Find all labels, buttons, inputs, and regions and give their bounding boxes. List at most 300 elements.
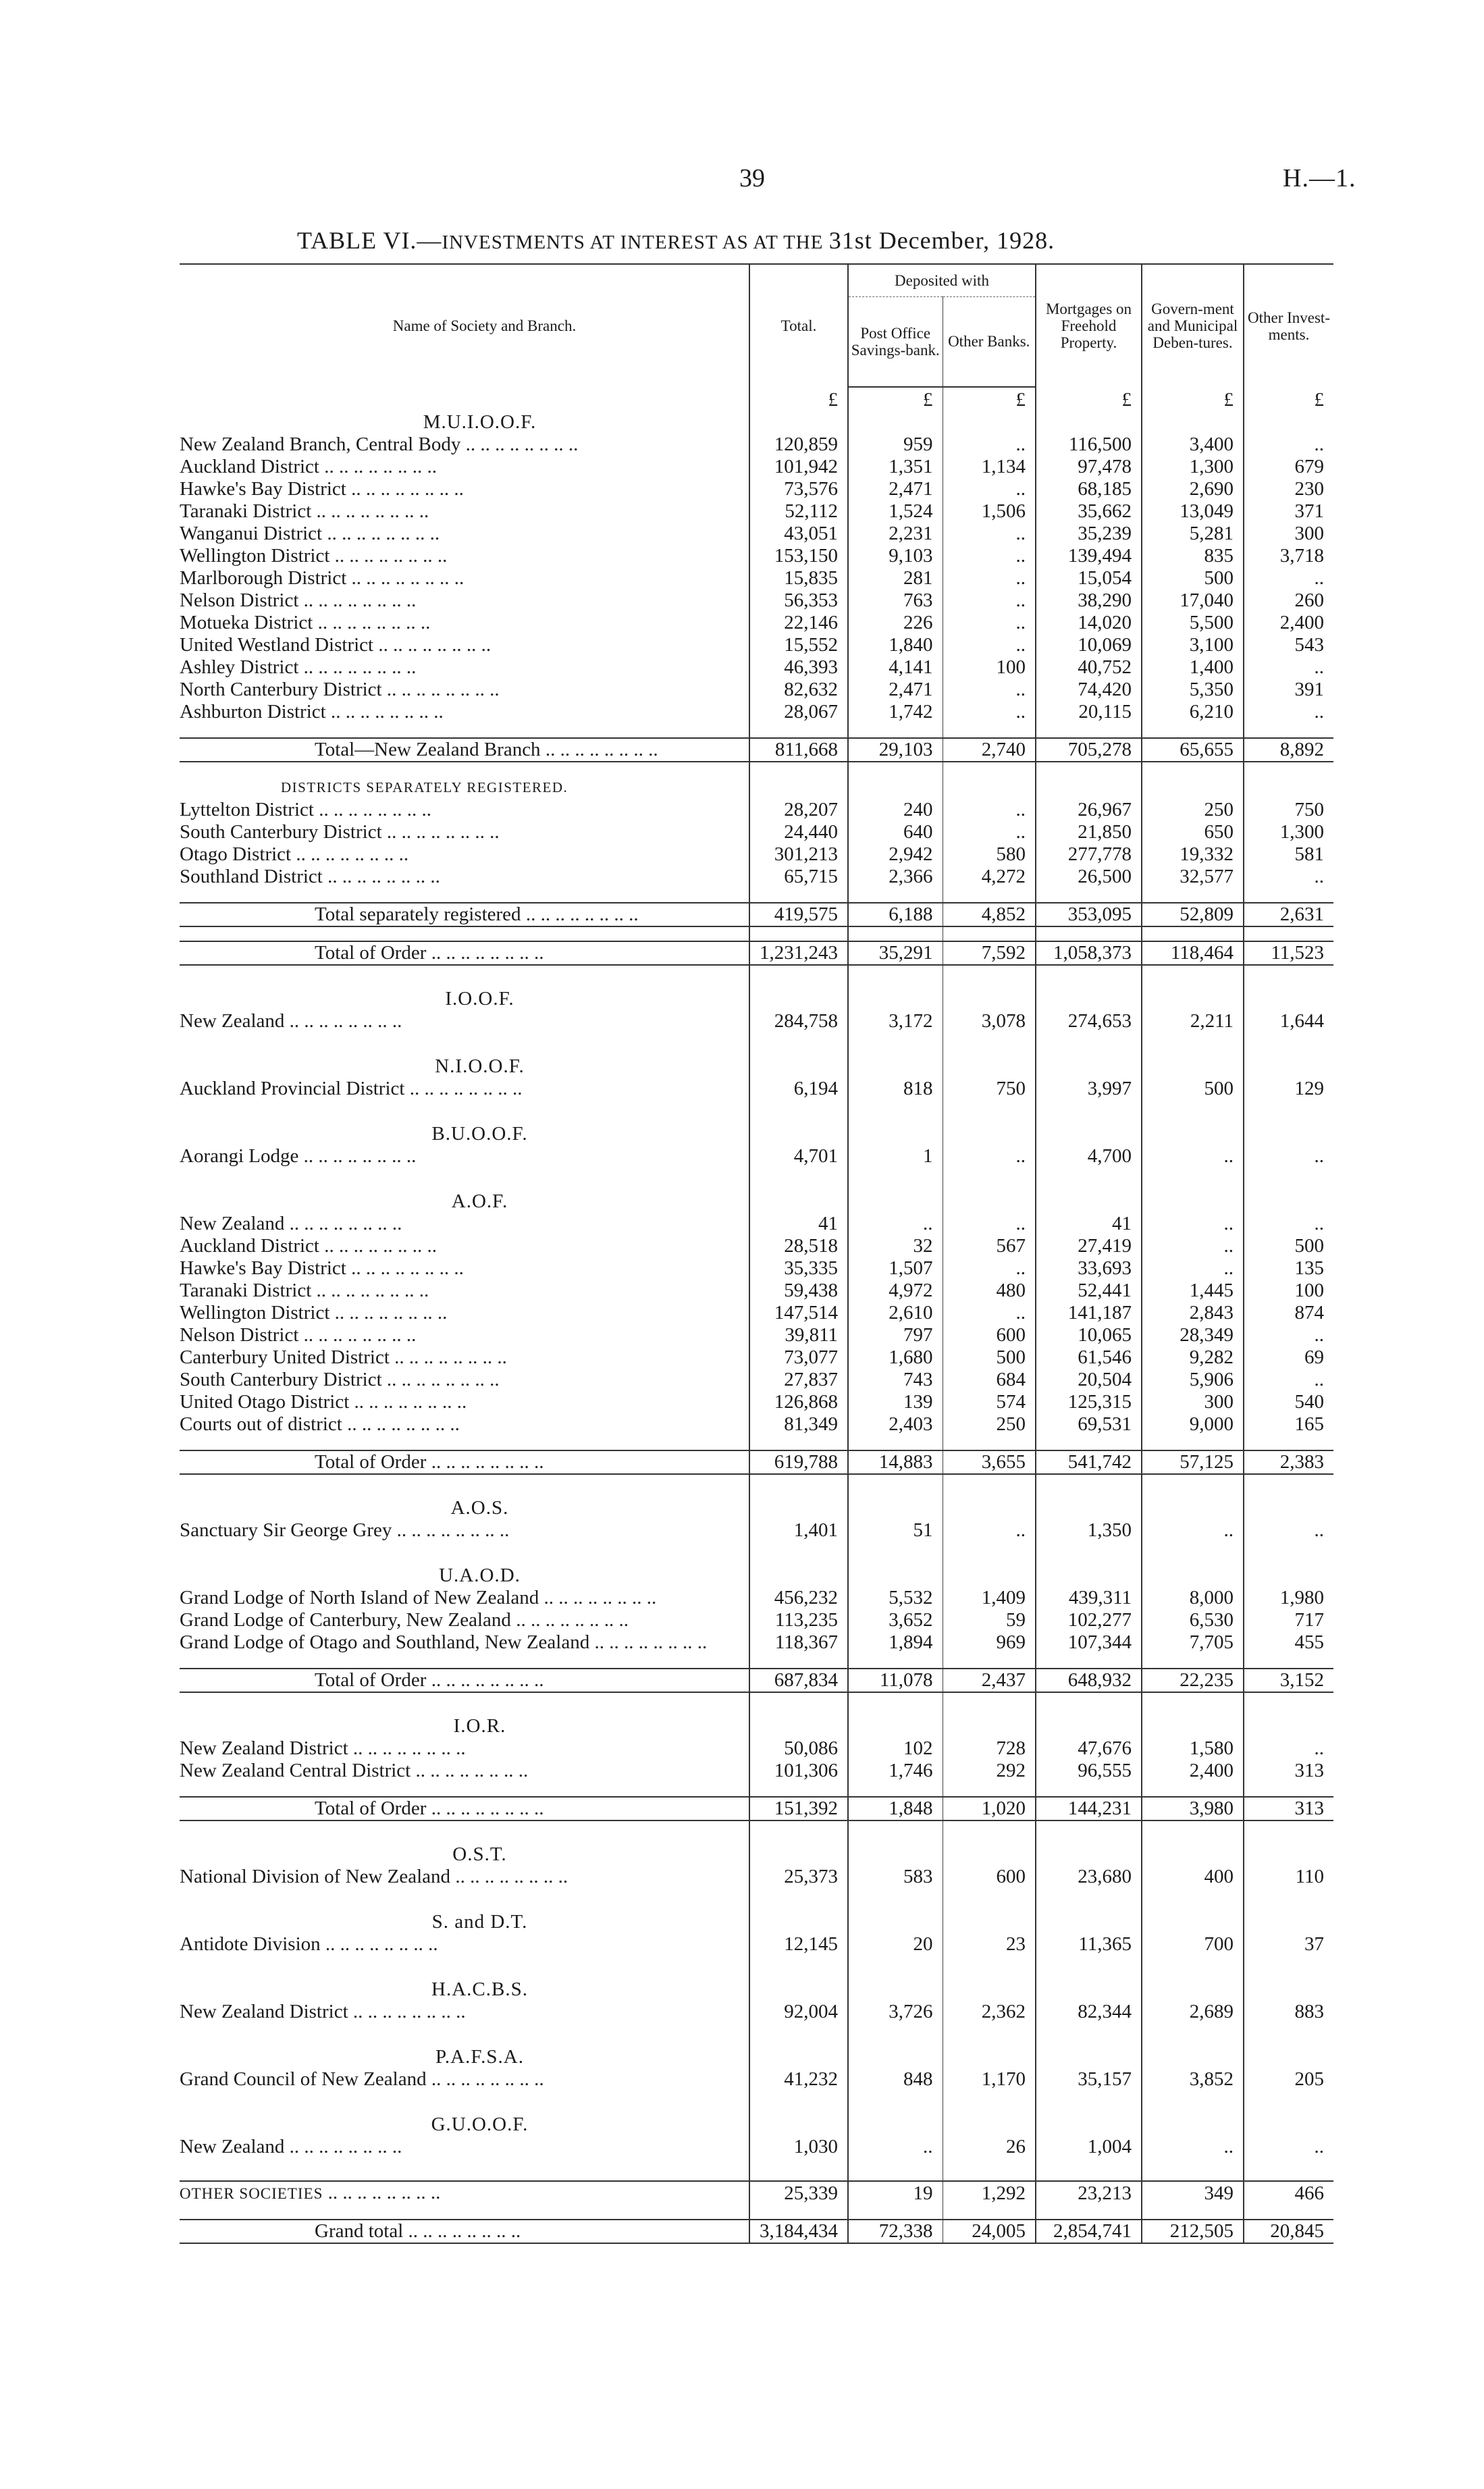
cell-total [749, 1123, 848, 1145]
leader-dots: .. .. .. .. .. .. .. .. [410, 1760, 529, 1781]
cell-other-investments [1244, 1055, 1333, 1078]
leader-dots: .. .. .. .. .. .. .. .. [311, 500, 429, 522]
cell-mortgages [1036, 411, 1142, 434]
cell-mortgages: 52,441 [1036, 1280, 1142, 1302]
cell-mortgages: 139,494 [1036, 545, 1142, 567]
cell-post-office: 11,078 [848, 1669, 943, 1692]
table-row [180, 2136, 1333, 2158]
cell-post-office: 797 [848, 1324, 943, 1346]
cell-other-investments: .. [1244, 1369, 1333, 1391]
cell-total: 82,632 [749, 679, 848, 701]
cell-total: 27,837 [749, 1369, 848, 1391]
cell-government [1142, 2114, 1244, 2136]
row-label [180, 1737, 749, 1760]
table-row [180, 2001, 1333, 2023]
cell-post-office: 763 [848, 590, 943, 612]
spacer-row [180, 1474, 1333, 1497]
cell-mortgages: 26,500 [1036, 866, 1142, 888]
cell-other-banks: 1,292 [943, 2181, 1036, 2205]
cell-other-banks: 23 [943, 1933, 1036, 1956]
cell-other-banks: 1,506 [943, 500, 1036, 523]
row-label-text: DISTRICTS SEPARATELY REGISTERED. [281, 779, 568, 795]
row-label-text: Hawke's Bay District [180, 1257, 346, 1279]
cell-total: 24,440 [749, 821, 848, 843]
table-row [180, 1257, 1333, 1280]
row-label-text: New Zealand [180, 1213, 285, 1234]
cell-post-office: 20 [848, 1933, 943, 1956]
cell-total: 456,232 [749, 1587, 848, 1609]
cell-government: 700 [1142, 1933, 1244, 1956]
cell-other-banks [943, 2046, 1036, 2068]
row-label-text: Courts out of district [180, 1413, 342, 1435]
leader-dots: .. .. .. .. .. .. .. .. [426, 2068, 544, 2090]
spacer-row [180, 723, 1333, 738]
cell-other-investments [1244, 2023, 1333, 2046]
leader-dots: .. .. .. .. .. .. .. .. [381, 679, 500, 700]
cell-government: 9,282 [1142, 1346, 1244, 1369]
table-row [180, 701, 1333, 723]
spacer-row [180, 1654, 1333, 1669]
spacer-row [180, 1032, 1333, 1055]
society-heading: G.U.O.O.F. [431, 2114, 529, 2135]
cell-government: 2,843 [1142, 1302, 1244, 1324]
cell-total: 28,518 [749, 1235, 848, 1257]
row-label [180, 1213, 749, 1235]
cell-mortgages [1036, 1055, 1142, 1078]
cell-total: 22,146 [749, 612, 848, 634]
cell-other-banks [943, 1032, 1036, 1055]
cell-mortgages [1036, 1820, 1142, 1843]
cell-post-office: 72,338 [848, 2220, 943, 2243]
cell-other-banks [943, 926, 1036, 941]
cell-total: 1,401 [749, 1519, 848, 1542]
cell-total: 39,811 [749, 1324, 848, 1346]
table-row [180, 1213, 1333, 1235]
row-label [180, 2136, 749, 2158]
leader-dots: .. .. .. .. .. .. .. .. [539, 1587, 657, 1608]
table-row [180, 821, 1333, 843]
row-label [180, 1760, 749, 1782]
cell-mortgages: 14,020 [1036, 612, 1142, 634]
row-label-text: Grand total [315, 2220, 404, 2242]
spacer-cell [180, 1782, 749, 1797]
cell-total [749, 1979, 848, 2001]
spacer-cell [180, 1436, 749, 1450]
column-header-post-office: Post Office Savings-bank. [848, 296, 943, 387]
cell-post-office [848, 2114, 943, 2136]
table-row [180, 1235, 1333, 1257]
row-label [180, 1866, 749, 1888]
leader-dots: .. .. .. .. .. .. .. .. [540, 739, 658, 760]
cell-post-office: 2,231 [848, 523, 943, 545]
cell-government: 5,350 [1142, 679, 1244, 701]
row-label [180, 1669, 749, 1692]
cell-government [1142, 1497, 1244, 1519]
table-row [180, 1760, 1333, 1782]
cell-post-office: 1,746 [848, 1760, 943, 1782]
cell-other-banks [943, 1911, 1036, 1933]
cell-total: 301,213 [749, 843, 848, 866]
leader-dots: .. .. .. .. .. .. .. .. [346, 1257, 464, 1279]
cell-total [749, 1956, 848, 1979]
page-number: 39 [739, 164, 765, 192]
leader-dots: .. .. .. .. .. .. .. .. [284, 1213, 402, 1234]
cell-government [1142, 1956, 1244, 1979]
cell-total [749, 2158, 848, 2181]
cell-mortgages: 61,546 [1036, 1346, 1142, 1369]
cell-total: 25,339 [749, 2181, 848, 2205]
cell-other-banks [943, 1190, 1036, 1213]
cell-mortgages: 68,185 [1036, 478, 1142, 500]
leader-dots: .. .. .. .. .. .. .. .. [323, 2182, 441, 2203]
table-row [180, 567, 1333, 590]
cell-mortgages [1036, 1474, 1142, 1497]
cell-mortgages [1036, 1888, 1142, 1911]
cell-government: 22,235 [1142, 1669, 1244, 1692]
cell-total: 28,067 [749, 701, 848, 723]
cell-post-office: 1 [848, 1145, 943, 1168]
cell-government [1142, 1715, 1244, 1737]
society-heading: M.U.I.O.O.F. [423, 411, 537, 433]
cell-government: 835 [1142, 545, 1244, 567]
cell-mortgages: 541,742 [1036, 1450, 1142, 1474]
row-label-text: New Zealand [180, 1010, 285, 1032]
row-label [180, 738, 749, 762]
cell-total: 46,393 [749, 656, 848, 679]
cell-government [1142, 1888, 1244, 1911]
cell-mortgages: 40,752 [1036, 656, 1142, 679]
cell-other-investments: .. [1244, 1145, 1333, 1168]
cell-total: 59,438 [749, 1280, 848, 1302]
cell-other-banks [943, 2205, 1036, 2220]
row-label [180, 500, 749, 523]
spacer-cell [180, 1474, 749, 1497]
cell-total [749, 2091, 848, 2114]
cell-post-office: 1,742 [848, 701, 943, 723]
cell-post-office [848, 2091, 943, 2114]
cell-total [749, 411, 848, 434]
cell-total [749, 2046, 848, 2068]
row-label [180, 1587, 749, 1609]
leader-dots: .. .. .. .. .. .. .. .. [510, 1609, 629, 1631]
cell-post-office: 102 [848, 1737, 943, 1760]
cell-post-office [848, 1956, 943, 1979]
cell-government: 6,210 [1142, 701, 1244, 723]
cell-mortgages: 353,095 [1036, 903, 1142, 926]
cell-mortgages: 47,676 [1036, 1737, 1142, 1760]
leader-dots: .. .. .. .. .. .. .. .. [426, 1451, 544, 1473]
cell-post-office: 35,291 [848, 941, 943, 965]
cell-other-banks: 100 [943, 656, 1036, 679]
cell-post-office [848, 1979, 943, 2001]
cell-other-investments: 717 [1244, 1609, 1333, 1631]
cell-post-office [848, 1168, 943, 1190]
cell-total: 35,335 [749, 1257, 848, 1280]
cell-other-banks [943, 2091, 1036, 2114]
cell-post-office: 29,103 [848, 738, 943, 762]
cell-other-banks [943, 762, 1036, 777]
spacer-cell [180, 1168, 749, 1190]
cell-total: 28,207 [749, 799, 848, 821]
cell-other-banks: 600 [943, 1324, 1036, 1346]
cell-government: 17,040 [1142, 590, 1244, 612]
cell-government: 9,000 [1142, 1413, 1244, 1436]
table-row [180, 456, 1333, 478]
row-label [180, 434, 749, 456]
leader-dots: .. .. .. .. .. .. .. .. [342, 1413, 460, 1435]
cell-other-banks: 574 [943, 1391, 1036, 1413]
cell-government: 2,211 [1142, 1010, 1244, 1032]
cell-post-office [848, 762, 943, 777]
cell-mortgages [1036, 777, 1142, 799]
table-row [180, 612, 1333, 634]
cell-post-office [848, 1542, 943, 1565]
row-label [180, 843, 749, 866]
column-header-name: Name of Society and Branch. [180, 264, 749, 387]
cell-other-banks: 292 [943, 1760, 1036, 1782]
cell-post-office [848, 411, 943, 434]
cell-post-office: 139 [848, 1391, 943, 1413]
cell-mortgages: 11,365 [1036, 1933, 1142, 1956]
cell-other-banks: 1,170 [943, 2068, 1036, 2091]
table-row [180, 2068, 1333, 2091]
spacer-row [180, 965, 1333, 988]
cell-post-office: 281 [848, 567, 943, 590]
cell-total: 1,030 [749, 2136, 848, 2158]
cell-post-office [848, 777, 943, 799]
cell-total: 73,077 [749, 1346, 848, 1369]
cell-total [749, 888, 848, 903]
cell-post-office: 640 [848, 821, 943, 843]
society-heading: I.O.O.F. [445, 988, 514, 1010]
cell-other-banks [943, 1474, 1036, 1497]
row-label [180, 1346, 749, 1369]
cell-mortgages [1036, 1032, 1142, 1055]
cell-government: 3,100 [1142, 634, 1244, 656]
cell-government: 1,445 [1142, 1280, 1244, 1302]
cell-other-banks: .. [943, 567, 1036, 590]
cell-mortgages: 2,854,741 [1036, 2220, 1142, 2243]
row-label [180, 523, 749, 545]
cell-other-investments [1244, 1979, 1333, 2001]
cell-other-investments: 391 [1244, 679, 1333, 701]
cell-other-investments: 135 [1244, 1257, 1333, 1280]
cell-government: .. [1142, 2136, 1244, 2158]
cell-other-investments: 371 [1244, 500, 1333, 523]
cell-mortgages [1036, 1911, 1142, 1933]
cell-post-office: 1,848 [848, 1797, 943, 1820]
row-label-text: Southland District [180, 866, 323, 887]
cell-total [749, 1565, 848, 1587]
society-heading-row [180, 1123, 1333, 1145]
cell-government: .. [1142, 1235, 1244, 1257]
cell-mortgages [1036, 965, 1142, 988]
cell-post-office: 14,883 [848, 1450, 943, 1474]
column-header-total: Total. [749, 264, 848, 387]
cell-government: 7,705 [1142, 1631, 1244, 1654]
cell-other-investments: 313 [1244, 1760, 1333, 1782]
cell-other-banks: 750 [943, 1078, 1036, 1100]
cell-government [1142, 1692, 1244, 1715]
table-row [180, 1609, 1333, 1631]
spacer-cell [180, 1820, 749, 1843]
cell-other-banks: 728 [943, 1737, 1036, 1760]
cell-post-office: 51 [848, 1519, 943, 1542]
table-row [180, 1324, 1333, 1346]
cell-government [1142, 2205, 1244, 2220]
row-label [180, 821, 749, 843]
cell-other-investments [1244, 411, 1333, 434]
cell-other-investments: .. [1244, 1519, 1333, 1542]
cell-government: 1,580 [1142, 1737, 1244, 1760]
spacer-cell [180, 762, 749, 777]
row-label [180, 1609, 749, 1631]
cell-total [749, 965, 848, 988]
cell-other-investments: 543 [1244, 634, 1333, 656]
cell-other-banks: 1,409 [943, 1587, 1036, 1609]
row-label-text: Hawke's Bay District [180, 478, 346, 500]
row-label-text: Total of Order [315, 1451, 427, 1473]
leader-dots: .. .. .. .. .. .. .. .. [329, 1302, 448, 1324]
cell-other-banks: .. [943, 634, 1036, 656]
row-label [180, 1413, 749, 1436]
table-row [180, 1866, 1333, 1888]
leader-dots: .. .. .. .. .. .. .. .. [589, 1631, 708, 1653]
row-label-text: Wellington District [180, 1302, 330, 1324]
cell-total: 120,859 [749, 434, 848, 456]
cell-other-banks [943, 723, 1036, 738]
table-row [180, 1519, 1333, 1542]
cell-other-investments [1244, 777, 1333, 799]
spacer-row [180, 1100, 1333, 1123]
cell-mortgages: 1,058,373 [1036, 941, 1142, 965]
row-label-text: Auckland Provincial District [180, 1078, 405, 1099]
cell-post-office: 3,726 [848, 2001, 943, 2023]
spacer-row [180, 1956, 1333, 1979]
column-header-deposited-with: Deposited with [848, 264, 1036, 296]
cell-post-office: 818 [848, 1078, 943, 1100]
row-label-text: New Zealand District [180, 2001, 348, 2022]
cell-other-investments: 2,383 [1244, 1450, 1333, 1474]
cell-other-banks: 2,740 [943, 738, 1036, 762]
row-label-text: Sanctuary Sir George Grey [180, 1519, 392, 1541]
cell-government [1142, 1843, 1244, 1866]
society-heading: O.S.T. [452, 1843, 507, 1865]
cell-post-office: 848 [848, 2068, 943, 2091]
spacer-cell [180, 2091, 749, 2114]
row-label-text: Antidote Division [180, 1933, 321, 1955]
spacer-row [180, 888, 1333, 903]
cell-post-office [848, 1190, 943, 1213]
cell-post-office [848, 1911, 943, 1933]
spacer-row [180, 1820, 1333, 1843]
cell-other-investments [1244, 1168, 1333, 1190]
cell-government [1142, 1782, 1244, 1797]
cell-other-banks: 480 [943, 1280, 1036, 1302]
table-title-caps: INVESTMENTS AT INTEREST AS AT THE [442, 232, 829, 253]
cell-other-investments [1244, 2091, 1333, 2114]
cell-mortgages: £ [1036, 387, 1142, 411]
cell-other-banks [943, 1888, 1036, 1911]
cell-total: 41,232 [749, 2068, 848, 2091]
cell-other-investments [1244, 1843, 1333, 1866]
table-row [180, 1391, 1333, 1413]
society-heading-row [180, 1911, 1333, 1933]
cell-post-office [848, 2046, 943, 2068]
table-row [180, 1302, 1333, 1324]
cell-post-office: 743 [848, 1369, 943, 1391]
cell-post-office: 226 [848, 612, 943, 634]
cell-government: £ [1142, 387, 1244, 411]
cell-mortgages: 23,680 [1036, 1866, 1142, 1888]
cell-other-investments: 466 [1244, 2181, 1333, 2205]
cell-other-banks: .. [943, 612, 1036, 634]
spacer-cell [180, 965, 749, 988]
cell-other-investments: 3,152 [1244, 1669, 1333, 1692]
cell-other-banks [943, 1979, 1036, 2001]
row-label-text: Ashburton District [180, 701, 326, 723]
total-of-order-row [180, 1450, 1333, 1474]
cell-government: 28,349 [1142, 1324, 1244, 1346]
cell-other-investments [1244, 2205, 1333, 2220]
society-heading-row [180, 1190, 1333, 1213]
cell-total: 65,715 [749, 866, 848, 888]
cell-government: 6,530 [1142, 1609, 1244, 1631]
total-of-order-row [180, 1797, 1333, 1820]
table-row [180, 679, 1333, 701]
cell-other-banks [943, 888, 1036, 903]
cell-post-office [848, 1100, 943, 1123]
leader-dots: .. .. .. .. .. .. .. .. [373, 634, 492, 656]
row-label [180, 2220, 749, 2243]
table-row [180, 656, 1333, 679]
cell-post-office [848, 723, 943, 738]
spacer-cell [180, 1888, 749, 1911]
cell-other-investments: 455 [1244, 1631, 1333, 1654]
spacer-cell [180, 926, 749, 941]
row-label-text: Taranaki District [180, 500, 312, 522]
leader-dots: .. .. .. .. .. .. .. .. [450, 1866, 568, 1887]
cell-other-banks: £ [943, 387, 1036, 411]
cell-post-office [848, 926, 943, 941]
cell-total: 25,373 [749, 1866, 848, 1888]
row-label [180, 1235, 749, 1257]
cell-mortgages: 141,187 [1036, 1302, 1142, 1324]
cell-government: .. [1142, 1213, 1244, 1235]
cell-total: 118,367 [749, 1631, 848, 1654]
cell-other-investments [1244, 1190, 1333, 1213]
cell-other-banks [943, 1956, 1036, 1979]
cell-other-investments: 581 [1244, 843, 1333, 866]
cell-post-office [848, 2158, 943, 2181]
cell-total [749, 926, 848, 941]
cell-other-investments: 110 [1244, 1866, 1333, 1888]
spacer-row [180, 762, 1333, 777]
cell-other-investments [1244, 762, 1333, 777]
cell-government: 5,500 [1142, 612, 1244, 634]
cell-government: 2,400 [1142, 1760, 1244, 1782]
cell-other-investments [1244, 1436, 1333, 1450]
table-row [180, 434, 1333, 456]
cell-total: 101,942 [749, 456, 848, 478]
cell-other-investments: 8,892 [1244, 738, 1333, 762]
cell-other-investments [1244, 2046, 1333, 2068]
cell-post-office [848, 1565, 943, 1587]
society-heading: B.U.O.O.F. [431, 1123, 528, 1145]
cell-total: 101,306 [749, 1760, 848, 1782]
row-label-text: United Otago District [180, 1391, 350, 1413]
cell-other-investments: 1,644 [1244, 1010, 1333, 1032]
